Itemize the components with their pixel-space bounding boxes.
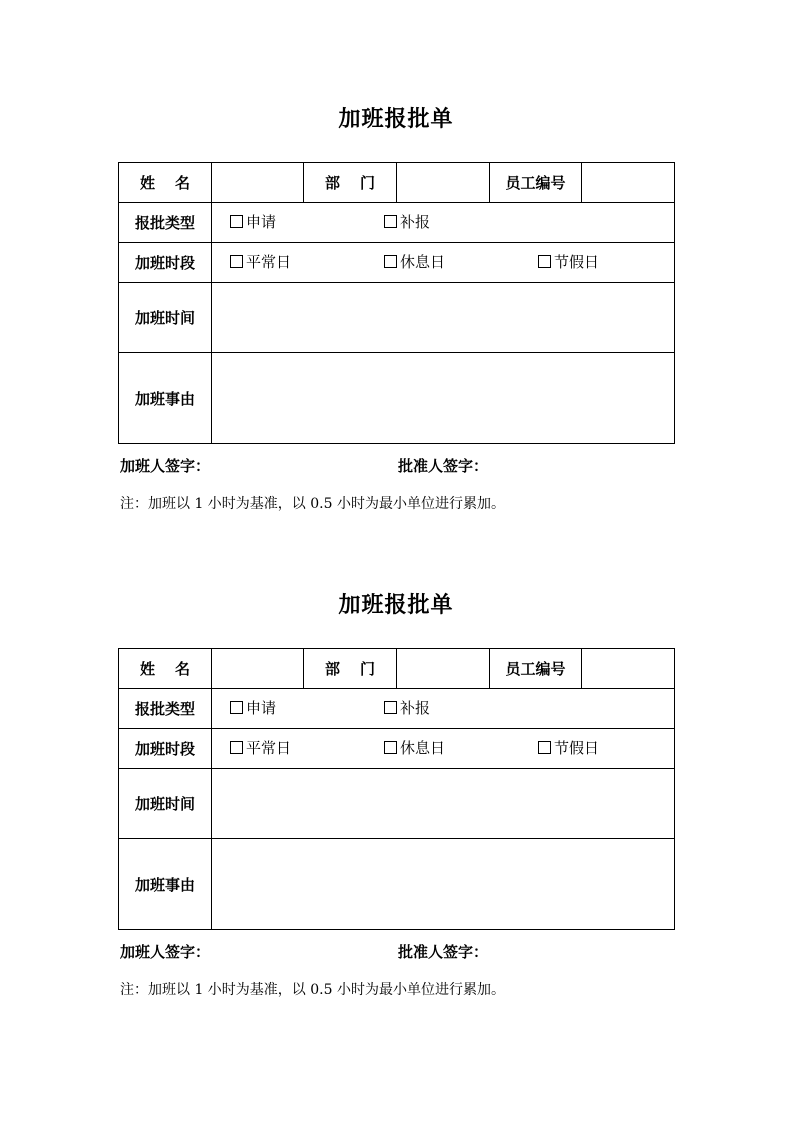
overtime-period-options (212, 729, 675, 769)
form-note: 注：加班以 1 小时为基准，以 0.5 小时为最小单位进行累加。 (120, 496, 505, 512)
department-field[interactable] (397, 163, 490, 203)
approval-type-label: 报批类型 (119, 203, 212, 243)
name-label: 姓名 (119, 649, 212, 689)
overtime-time-label: 加班时间 (119, 283, 212, 353)
name-label: 姓名 (119, 163, 212, 203)
overtime-form-2 (118, 586, 674, 998)
applicant-signature-label: 加班人签字： (120, 943, 211, 961)
name-field[interactable] (212, 163, 304, 203)
period-option-rest-day[interactable]: 休息日 (384, 729, 445, 768)
overtime-time-field[interactable] (212, 769, 675, 839)
checkbox-icon[interactable] (384, 701, 397, 714)
period-option-rest-day[interactable]: 休息日 (384, 243, 445, 282)
period-option-weekday[interactable]: 平常日 (230, 243, 291, 282)
checkbox-icon[interactable] (384, 255, 397, 268)
overtime-reason-label: 加班事由 (119, 839, 212, 930)
approval-type-option-supplement[interactable]: 补报 (384, 689, 430, 728)
approval-type-options (212, 689, 675, 729)
applicant-signature-label: 加班人签字： (120, 457, 211, 475)
overtime-period-label: 加班时段 (119, 729, 212, 769)
signature-row (120, 455, 674, 477)
department-label: 部门 (304, 649, 397, 689)
approval-type-options (212, 203, 675, 243)
signature-row (120, 941, 674, 963)
period-option-weekday[interactable]: 平常日 (230, 729, 291, 768)
overtime-table (118, 648, 675, 930)
checkbox-icon[interactable] (230, 255, 243, 268)
approval-type-label: 报批类型 (119, 689, 212, 729)
overtime-period-label: 加班时段 (119, 243, 212, 283)
overtime-reason-label: 加班事由 (119, 353, 212, 444)
employee-id-label: 员工编号 (490, 649, 582, 689)
approval-type-option-apply[interactable]: 申请 (230, 203, 276, 242)
checkbox-icon[interactable] (384, 741, 397, 754)
approval-type-option-supplement[interactable]: 补报 (384, 203, 430, 242)
name-field[interactable] (212, 649, 304, 689)
checkbox-icon[interactable] (538, 255, 551, 268)
checkbox-icon[interactable] (230, 741, 243, 754)
overtime-form-1 (118, 100, 674, 512)
form-title: 加班报批单 (338, 107, 454, 132)
department-field[interactable] (397, 649, 490, 689)
approval-type-option-apply[interactable]: 申请 (230, 689, 276, 728)
checkbox-icon[interactable] (230, 701, 243, 714)
employee-id-field[interactable] (582, 163, 675, 203)
approver-signature-label: 批准人签字： (398, 943, 489, 961)
overtime-table (118, 162, 675, 444)
checkbox-icon[interactable] (230, 215, 243, 228)
overtime-time-field[interactable] (212, 283, 675, 353)
overtime-time-label: 加班时间 (119, 769, 212, 839)
form-title: 加班报批单 (338, 593, 454, 618)
employee-id-field[interactable] (582, 649, 675, 689)
overtime-period-options (212, 243, 675, 283)
checkbox-icon[interactable] (538, 741, 551, 754)
form-note: 注：加班以 1 小时为基准，以 0.5 小时为最小单位进行累加。 (120, 982, 505, 998)
overtime-reason-field[interactable] (212, 353, 675, 444)
department-label: 部门 (304, 163, 397, 203)
checkbox-icon[interactable] (384, 215, 397, 228)
period-option-holiday[interactable]: 节假日 (538, 729, 599, 768)
overtime-reason-field[interactable] (212, 839, 675, 930)
period-option-holiday[interactable]: 节假日 (538, 243, 599, 282)
approver-signature-label: 批准人签字： (398, 457, 489, 475)
employee-id-label: 员工编号 (490, 163, 582, 203)
